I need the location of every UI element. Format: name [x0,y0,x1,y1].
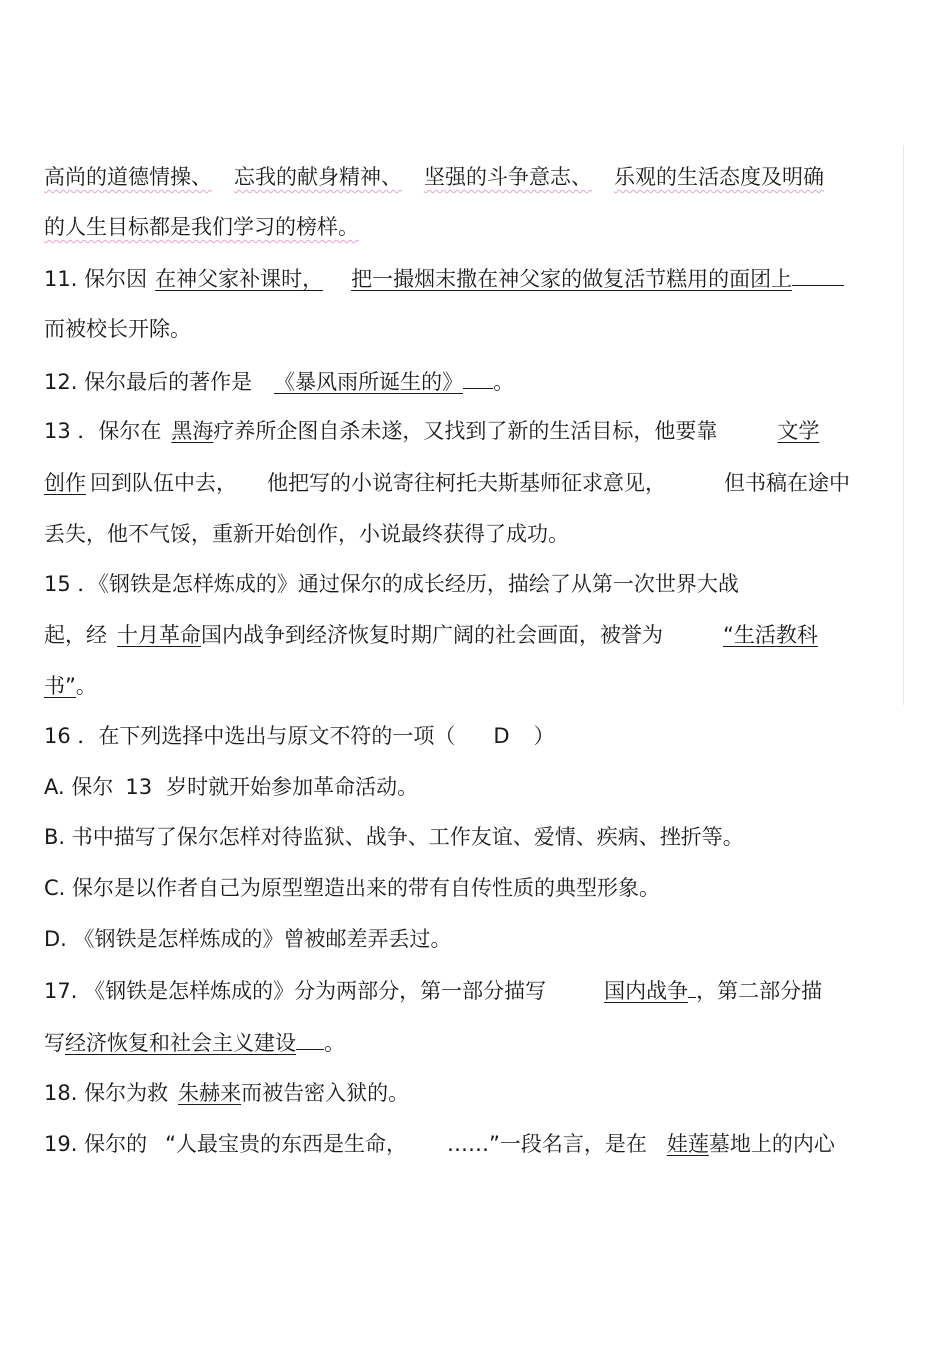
text-segment: 。 [493,370,515,394]
answer-blank: “生活教科 [723,623,818,647]
text-segment: 疗养所企图自杀未遂，又找到了新的生活目标，他要靠 [213,419,718,443]
text-segment: 而被校长开除。 [44,317,191,341]
text-segment: “人最宝贵的东西是生命， [165,1132,407,1156]
text-segment: 忘我的献身精神、 [234,165,402,189]
text-segment: 但书稿在途中 [724,471,850,495]
option-b [44,822,744,852]
text-segment: 坚强的斗争意志、 [424,165,592,189]
question-prefix: 12. 保尔最后的著作是 [44,370,253,394]
question-15 [44,569,739,599]
question-13 [44,416,819,446]
answer-blank: 文学 [777,419,820,443]
question-15-line-3 [44,671,97,701]
text-line-1 [44,162,824,192]
text-segment: 高尚的道德情操、 [44,165,212,189]
text-segment: 。 [324,1031,345,1055]
question-11-continued [44,314,191,344]
text-segment: 起，经 [44,623,107,647]
text-segment: 墓地上的内心 [708,1132,835,1156]
option-prefix: A. 保尔 [44,775,114,799]
text-segment: 丢失，他不气馁，重新开始创作，小说最终获得了成功。 [44,522,569,546]
question-prefix: 17. 《钢铁是怎样炼成的》分为两部分，第一部分描写 [44,979,547,1003]
question-18 [44,1078,409,1108]
question-11 [44,263,844,293]
question-prefix: 11. 保尔因 [44,267,148,291]
option-d [44,924,452,954]
answer-blank: 《暴风雨所诞生的》 [274,370,464,394]
text-segment: 岁时就开始参加革命活动。 [166,775,419,799]
question-19 [44,1129,835,1159]
question-16 [44,721,555,751]
answer-blank: 创作 [44,471,86,495]
text-segment: D. 《钢铁是怎样炼成的》曾被邮差弄丢过。 [44,927,452,951]
answer-blank: 黑海 [171,419,214,443]
answer-blank: 把一撮烟末撒在神父家的做复活节糕用的面团上 [351,267,793,291]
question-prefix: 16 ．在下列选择中选出与原文不符的一项（ [44,724,456,748]
text-segment: ） [533,724,555,748]
question-15-line-2 [44,620,818,650]
right-margin-rule [903,145,904,705]
question-17-line-2 [44,1027,345,1057]
answer-value: D [493,724,510,748]
text-segment: 而被告密入狱的。 [241,1081,410,1105]
answer-blank: 十月革命 [117,623,201,647]
text-segment: 写 [44,1031,65,1055]
text-segment: 他把写的小说寄往柯托夫斯基师征求意见， [267,471,666,495]
text-line-2 [44,212,359,242]
text-segment: C. 保尔是以作者自己为原型塑造出来的带有自传性质的典型形象。 [44,876,661,900]
question-prefix: 19. 保尔的 [44,1132,148,1156]
answer-blank: 朱赫来 [178,1081,242,1105]
text-segment: 13 [125,775,153,799]
question-prefix: 13 ．保尔在 [44,419,162,443]
question-17 [44,975,822,1005]
text-segment: B. 书中描写了保尔怎样对待监狱、战争、工作友谊、爱情、疾病、挫折等。 [44,825,744,849]
text-segment: ，第二部分描 [696,979,823,1003]
answer-blank: 娃莲 [666,1132,709,1156]
answer-blank: 书” [44,674,76,698]
text-segment: ……”一段名言，是在 [446,1132,647,1156]
text-segment: 的人生目标都是我们学习的榜样。 [44,215,359,239]
answer-blank: 国内战争 [604,979,689,1003]
text-segment: 国内战争到经济恢复时期广阔的社会画面，被誉为 [201,623,663,647]
text-segment: 。 [75,674,97,698]
answer-blank: 在神父家补课时， [155,267,324,291]
question-13-line-3 [44,519,569,549]
question-prefix: 18. 保尔为救 [44,1081,169,1105]
question-12 [44,366,514,396]
text-segment: 回到队伍中去， [90,471,237,495]
question-13-line-2 [44,468,850,498]
answer-blank: 经济恢复和社会主义建设 [65,1031,296,1055]
text-segment: 15 ．《钢铁是怎样炼成的》通过保尔的成长经历，描绘了从第一次世界大战 [44,572,739,596]
option-a [44,772,418,802]
option-c [44,873,660,903]
text-segment: 乐观的生活态度及明确 [614,165,824,189]
